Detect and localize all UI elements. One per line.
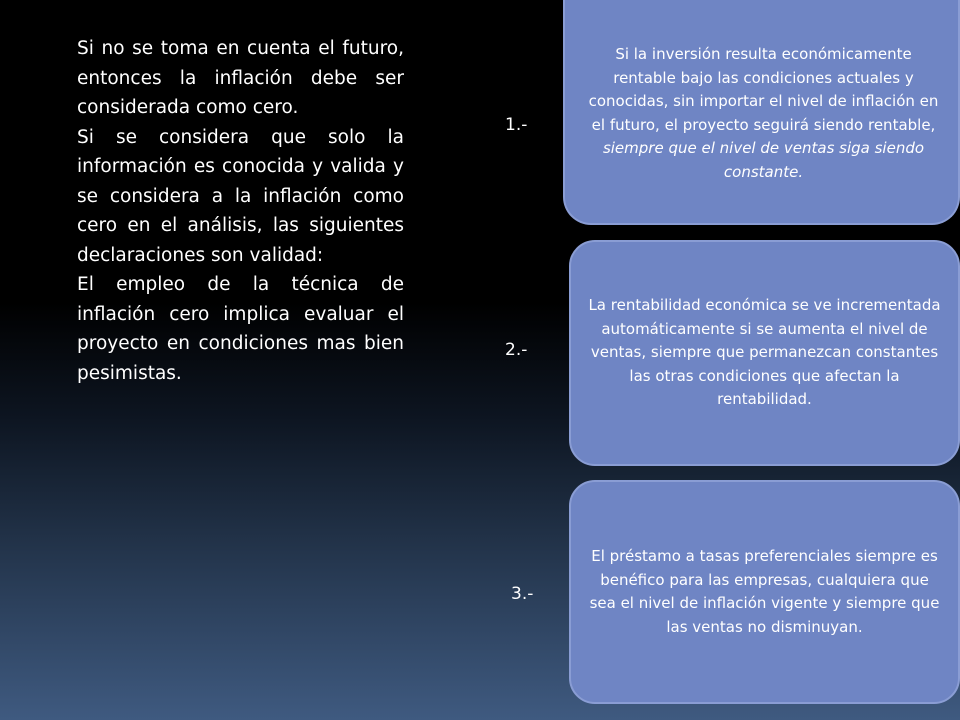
intro-paragraph-2: Si se considera que solo la información es conocida y valida y se considera a la inflación como cero en el análisis, las siguientes declaraciones son validad:	[77, 126, 404, 266]
statement-box-3	[569, 480, 960, 704]
statement-emphasis-1: siempre que el nivel de ventas siga siendo constante.	[602, 139, 925, 181]
statement-box-1	[563, 0, 960, 225]
intro-paragraph-3: El empleo de la técnica de inflación cero implica evaluar el proyecto en condiciones mas bien pesimistas.	[77, 274, 404, 384]
statement-number-1: 1.-	[505, 115, 528, 135]
statement-text-3: El préstamo a tasas preferenciales siempre es benéfico para las empresas, cualquiera que sea el nivel de inflación vigente y siempre que las ventas no disminuyan.	[589, 547, 940, 636]
intro-paragraph-1: Si no se toma en cuenta el futuro, entonces la inflación debe ser considerada como cero.	[77, 38, 404, 118]
intro-text-block	[77, 34, 404, 388]
statement-text-2: La rentabilidad económica se ve incrementada automáticamente si se aumenta el nivel de ventas, siempre que permanezcan constantes las otras condiciones que afectan la rentabilidad.	[588, 296, 941, 409]
statement-box-1-content	[565, 25, 958, 198]
statement-text-1: Si la inversión resulta económicamente rentable bajo las condiciones actuales y conocidas, sin importar el nivel de inflación en el futuro, el proyecto seguirá siendo rentable,	[588, 45, 939, 134]
statement-number-3: 3.-	[511, 584, 534, 604]
statement-number-2: 2.-	[505, 340, 528, 360]
statement-box-2	[569, 240, 960, 466]
statement-box-2-content	[571, 294, 958, 412]
statement-box-3-content	[571, 545, 958, 639]
